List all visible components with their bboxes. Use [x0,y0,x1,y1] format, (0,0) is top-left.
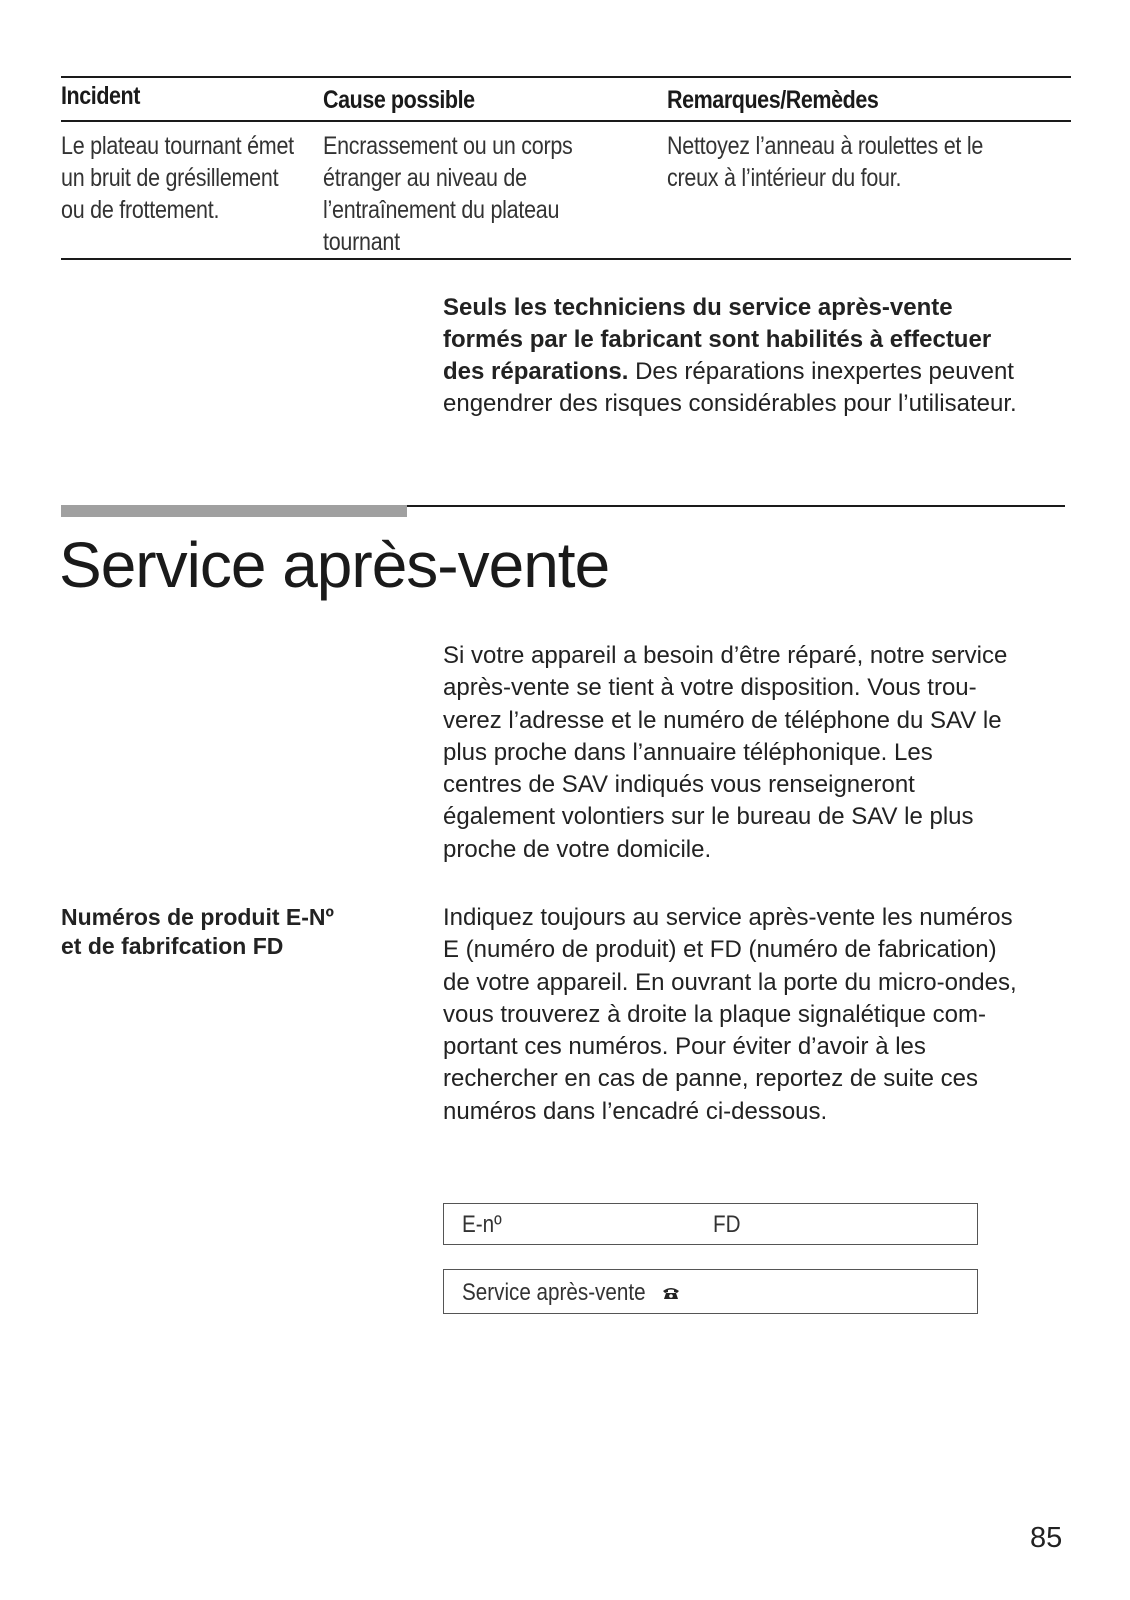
paragraph-line: plus proche dans l’annuaire téléphonique. Les [443,738,933,766]
paragraph-line: proche de votre domicile. [443,835,712,863]
cell-cause [323,130,613,258]
paragraph-line: également volontiers sur le bureau de SAV le plus [443,803,974,831]
cell-line: ou de frottement. [61,196,220,224]
paragraph-line: de votre appareil. En ouvrant la porte du micro-ondes, [443,968,1017,996]
heading-line: Numéros de produit E-Nº [61,904,334,930]
paragraph-line: rechercher en cas de panne, reportez de suite ces [443,1065,978,1093]
service-label [462,1279,646,1307]
header-remedy: Remarques/Remèdes [667,86,879,114]
e-number-label: E-nº [462,1211,502,1238]
paragraph-line: Si votre appareil a besoin d’être réparé, notre service [443,642,1008,669]
warning-bold-line: Seuls les techniciens du service après-vente [443,294,953,321]
cell-remedy [667,130,1035,194]
cell-incident [61,130,332,226]
warning-bold-line: formés par le fabricant sont habilités à effectuer [443,326,992,353]
paragraph-line: après-vente se tient à votre disposition. Vous trou- [443,674,977,702]
intro-paragraph [443,640,1083,866]
section-title: Service après-vente [59,529,610,601]
cell-line: creux à l’intérieur du four. [667,164,902,192]
paragraph-line: verez l’adresse et le numéro de téléphone du SAV le [443,706,1002,734]
cell-line: l’entraînement du plateau [323,196,560,224]
table-bottom-rule [61,258,1071,260]
product-numbers-paragraph [443,902,1083,1128]
cell-line: étranger au niveau de [323,164,527,192]
section-accent-bar [61,505,407,517]
cell-line: Le plateau tournant émet [61,132,294,160]
paragraph-line: numéros dans l’encadré ci-dessous. [443,1097,828,1125]
paragraph-line: centres de SAV indiqués vous renseigneront [443,771,915,799]
paragraph-line: portant ces numéros. Pour éviter d’avoir à les [443,1033,926,1061]
warning-text: engendrer des risques considérables pour l’utilisateur. [443,390,1017,417]
service-label-text: Service après-vente [462,1279,646,1306]
paragraph-line: vous trouverez à droite la plaque signalétique com- [443,1000,986,1028]
header-cause: Cause possible [323,86,475,114]
product-numbers-heading [61,903,334,961]
header-incident: Incident [61,82,140,110]
heading-line: et de fabrifcation FD [61,933,284,959]
cell-line: Nettoyez l’anneau à roulettes et le [667,132,984,160]
warning-bold-line: des réparations. [443,358,629,385]
service-phone-box [443,1269,978,1314]
page-number: 85 [1030,1522,1063,1554]
table-top-rule [61,76,1071,78]
paragraph-line: E (numéro de produit) et FD (numéro de fabrication) [443,936,997,964]
cell-line: Encrassement ou un corps [323,132,573,160]
product-number-box [443,1203,978,1245]
warning-text: Des réparations inexpertes peuvent [628,358,1014,385]
table-header-rule [61,120,1071,122]
cell-line: un bruit de grésillement [61,164,279,192]
cell-line: tournant [323,228,400,256]
warning-paragraph [443,292,1083,420]
paragraph-line: Indiquez toujours au service après-vente les numéros [443,904,1013,931]
fd-label: FD [713,1211,741,1238]
telephone-icon [662,1286,680,1300]
